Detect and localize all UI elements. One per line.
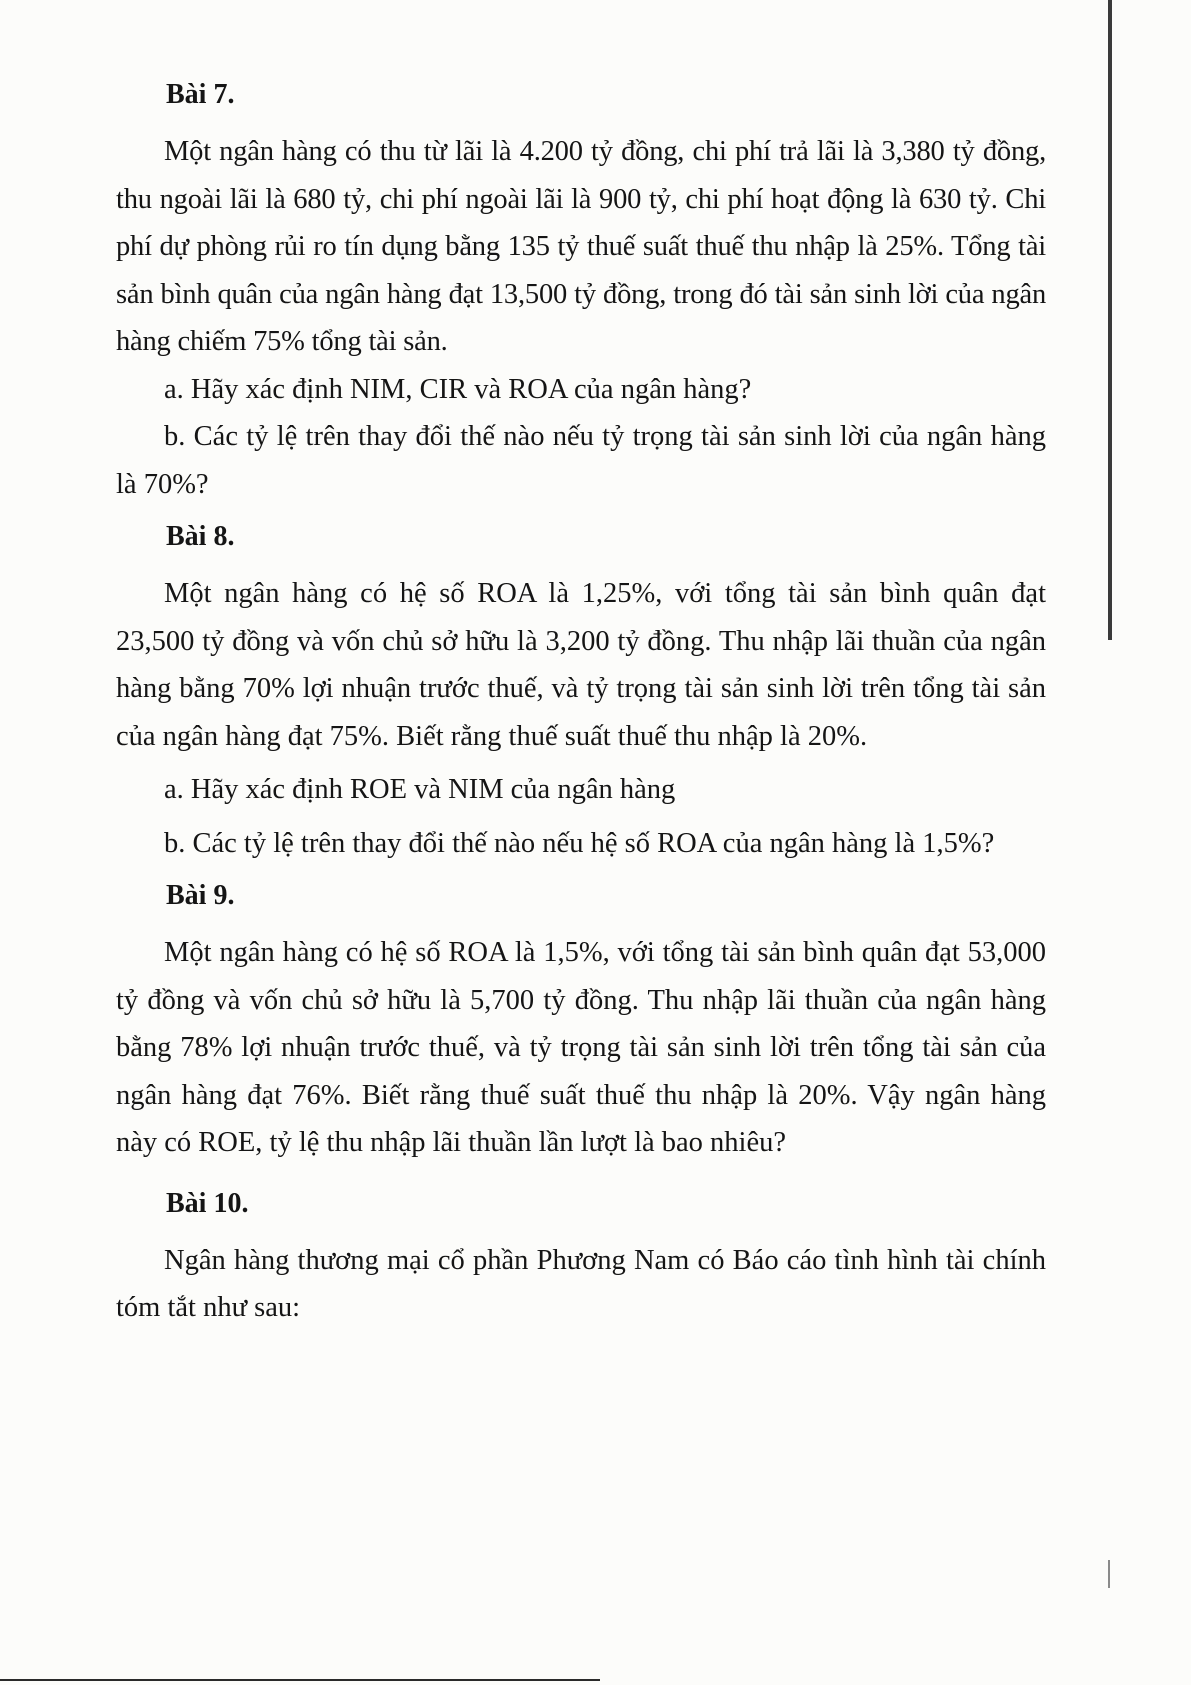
problem-7-item-b: b. Các tỷ lệ trên thay đổi thế nào nếu tỷ trọng tài sản sinh lời của ngân hàng là 70%? — [116, 421, 1046, 500]
problem-8-item-a: a. Hãy xác định ROE và NIM của ngân hàng — [164, 774, 676, 805]
problem-10-heading: Bài 10. — [166, 1187, 249, 1219]
problem-8-text: Một ngân hàng có hệ số ROA là 1,25%, với tổng tài sản bình quân đạt 23,500 tỷ đồng và vốn chủ sở hữu là 3,200 tỷ đồng. Thu nhập lãi thuần của ngân hàng bằng 70% lợi nhuận trước thuế, và tỷ trọng tài sản sinh lời trên tổng tài sản của ngân hàng đạt 75%. Biết rằng thuế suất thuế thu nhập là 20%. — [116, 578, 1046, 752]
problem-7-text: Một ngân hàng có thu từ lãi là 4.200 tỷ đồng, chi phí trả lãi là 3,380 tỷ đồng, thu ngoài lãi là 680 tỷ, chi phí ngoài lãi là 900 tỷ, chi phí hoạt động là 630 tỷ. Chi phí dự phòng rủi ro tín dụng bằng 135 tỷ thuế suất thuế thu nhập là 25%. Tổng tài sản bình quân của ngân hàng đạt 13,500 tỷ đồng, trong đó tài sản sinh lời của ngân hàng chiếm 75% tổng tài sản. — [116, 136, 1046, 357]
problem-9-heading: Bài 9. — [166, 880, 235, 911]
bottom-rule — [0, 1679, 600, 1681]
problem-8-heading: Bài 8. — [166, 521, 235, 552]
page-content — [116, 72, 1046, 1332]
problem-10 — [116, 1181, 1046, 1332]
problem-8 — [116, 514, 1046, 867]
problem-10-text: Ngân hàng thương mại cổ phần Phương Nam có Báo cáo tình hình tài chính tóm tắt như sau: — [116, 1244, 1046, 1323]
problem-9-text: Một ngân hàng có hệ số ROA là 1,5%, với tổng tài sản bình quân đạt 53,000 tỷ đồng và vốn chủ sở hữu là 5,700 tỷ đồng. Thu nhập lãi thuần của ngân hàng bằng 78% lợi nhuận trước thuế, và tỷ trọng tài sản sinh lời trên tổng tài sản của ngân hàng đạt 76%. Biết rằng thuế suất thuế thu nhập là 20%. Vậy ngân hàng này có ROE, tỷ lệ thu nhập lãi thuần lần lượt là bao nhiêu? — [116, 937, 1046, 1158]
problem-9 — [116, 873, 1046, 1167]
page-edge-shadow — [1108, 0, 1112, 640]
problem-7-heading: Bài 7. — [166, 79, 235, 110]
page-edge-mark — [1108, 1560, 1110, 1588]
problem-8-item-b: b. Các tỷ lệ trên thay đổi thế nào nếu hệ số ROA của ngân hàng là 1,5%? — [164, 827, 995, 859]
problem-7-item-a: a. Hãy xác định NIM, CIR và ROA của ngân hàng? — [164, 373, 752, 405]
problem-7 — [116, 72, 1046, 508]
